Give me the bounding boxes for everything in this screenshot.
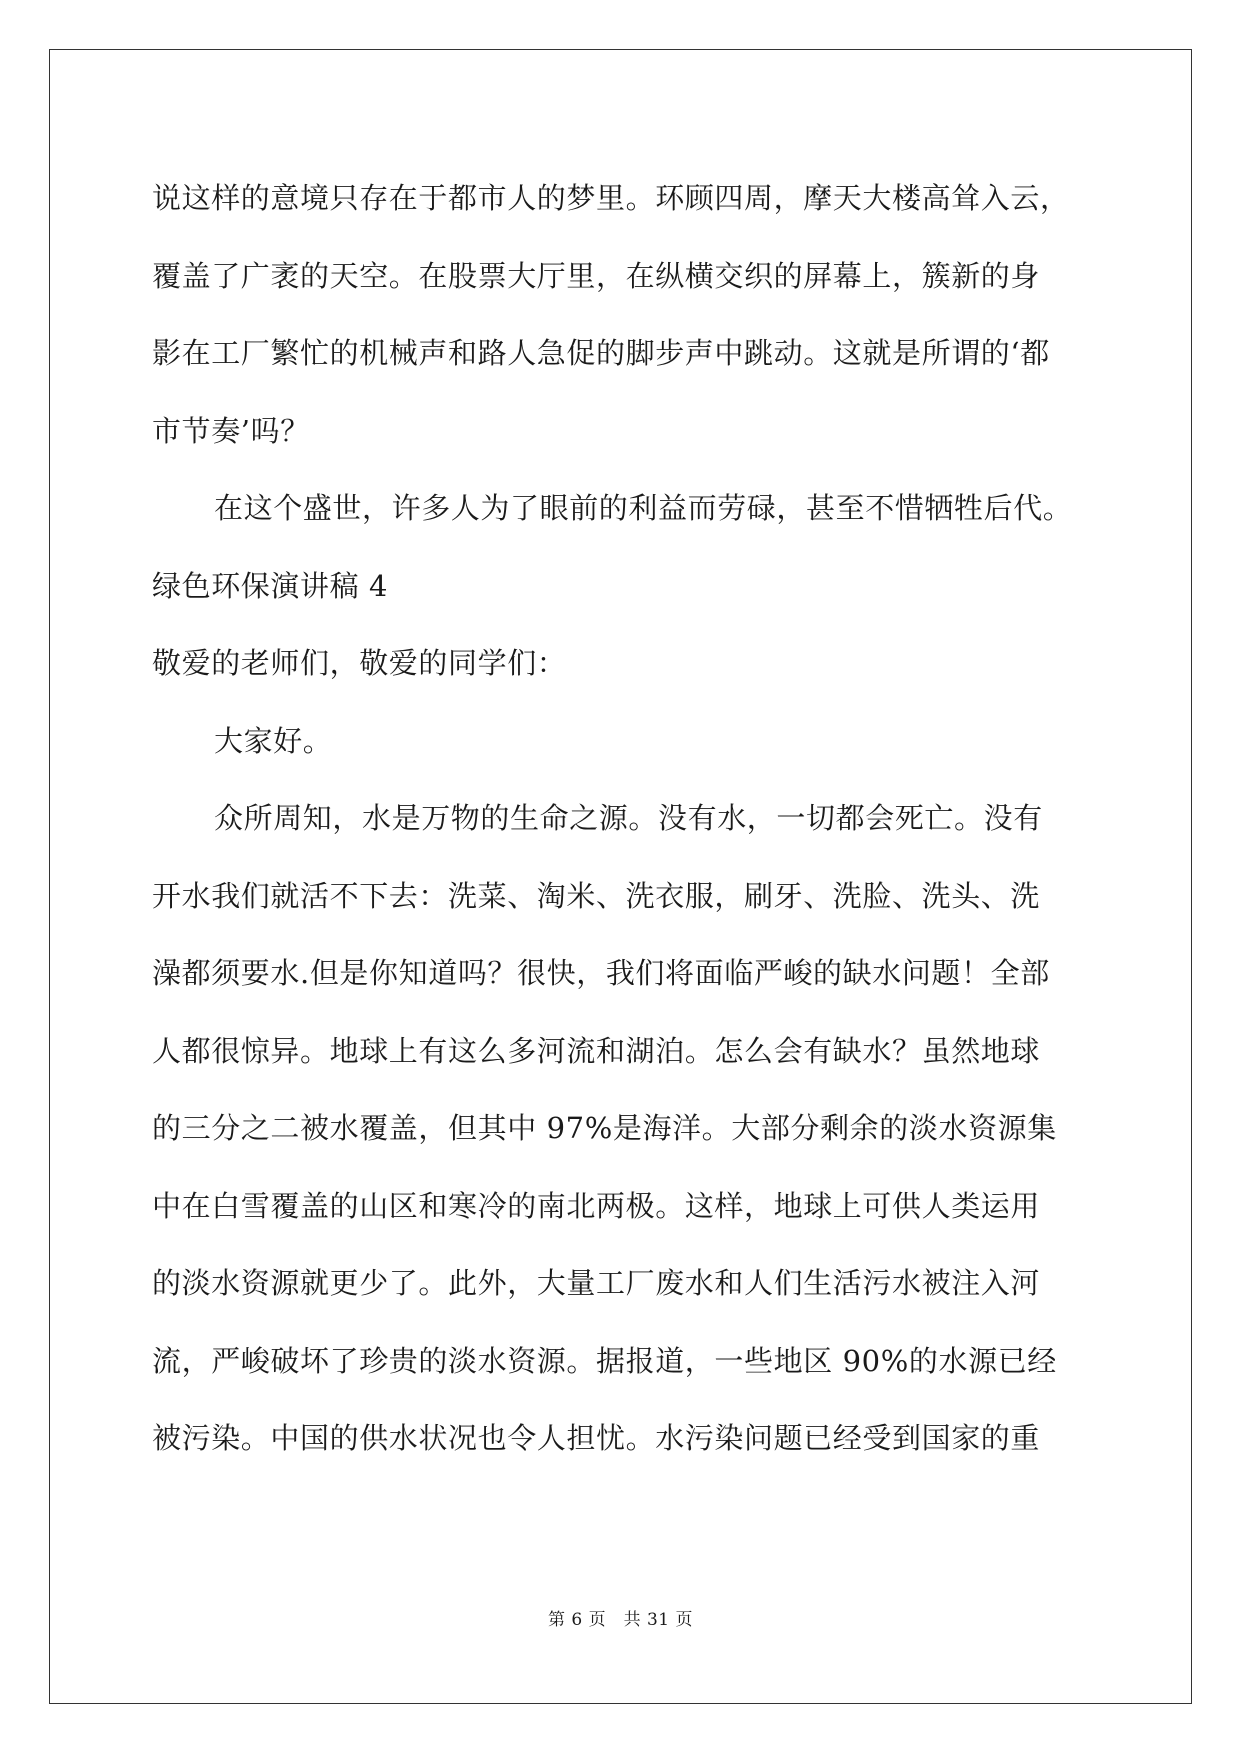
text-line: 开水我们就活不下去：洗菜、淘米、洗衣服，刷牙、洗脸、洗头、洗: [152, 878, 1041, 913]
text-line: 市节奏’吗？: [152, 413, 310, 448]
text-line: 流，严峻破坏了珍贵的淡水资源。据报道，一些地区 90%的水源已经: [152, 1343, 1057, 1378]
section-heading: 绿色环保演讲稿 4: [152, 568, 389, 603]
text-line: 众所周知，水是万物的生命之源。没有水，一切都会死亡。没有: [214, 801, 1043, 835]
text-line: 在这个盛世，许多人为了眼前的利益而劳碌，甚至不惜牺牲后代。: [214, 491, 1073, 525]
document-body: [152, 160, 1092, 1478]
text-line: 澡都须要水.但是你知道吗？很快，我们将面临严峻的缺水问题！全部: [152, 956, 1050, 990]
text-line: 覆盖了广袤的天空。在股票大厅里，在纵横交织的屏幕上，簇新的身: [152, 258, 1041, 293]
text-line: 中在白雪覆盖的山区和寒冷的南北两极。这样，地球上可供人类运用: [152, 1188, 1041, 1223]
text-line: 人都很惊异。地球上有这么多河流和湖泊。怎么会有缺水？虽然地球: [152, 1033, 1041, 1068]
text-line: 的淡水资源就更少了。此外，大量工厂废水和人们生活污水被注入河: [152, 1266, 1041, 1300]
greeting: 大家好。: [214, 723, 333, 758]
salutation: 敬爱的老师们，敬爱的同学们：: [152, 646, 567, 680]
text-line: 的三分之二被水覆盖，但其中 97%是海洋。大部分剩余的淡水资源集: [152, 1111, 1057, 1145]
text-line: 影在工厂繁忙的机械声和路人急促的脚步声中跳动。这就是所谓的‘都: [152, 336, 1050, 370]
text-line: 被污染。中国的供水状况也令人担忧。水污染问题已经受到国家的重: [152, 1421, 1041, 1455]
text-line: 说这样的意境只存在于都市人的梦里。环顾四周，摩天大楼高耸入云，: [152, 181, 1070, 215]
page-number-footer: 第 6 页 共 31 页: [547, 1610, 694, 1630]
